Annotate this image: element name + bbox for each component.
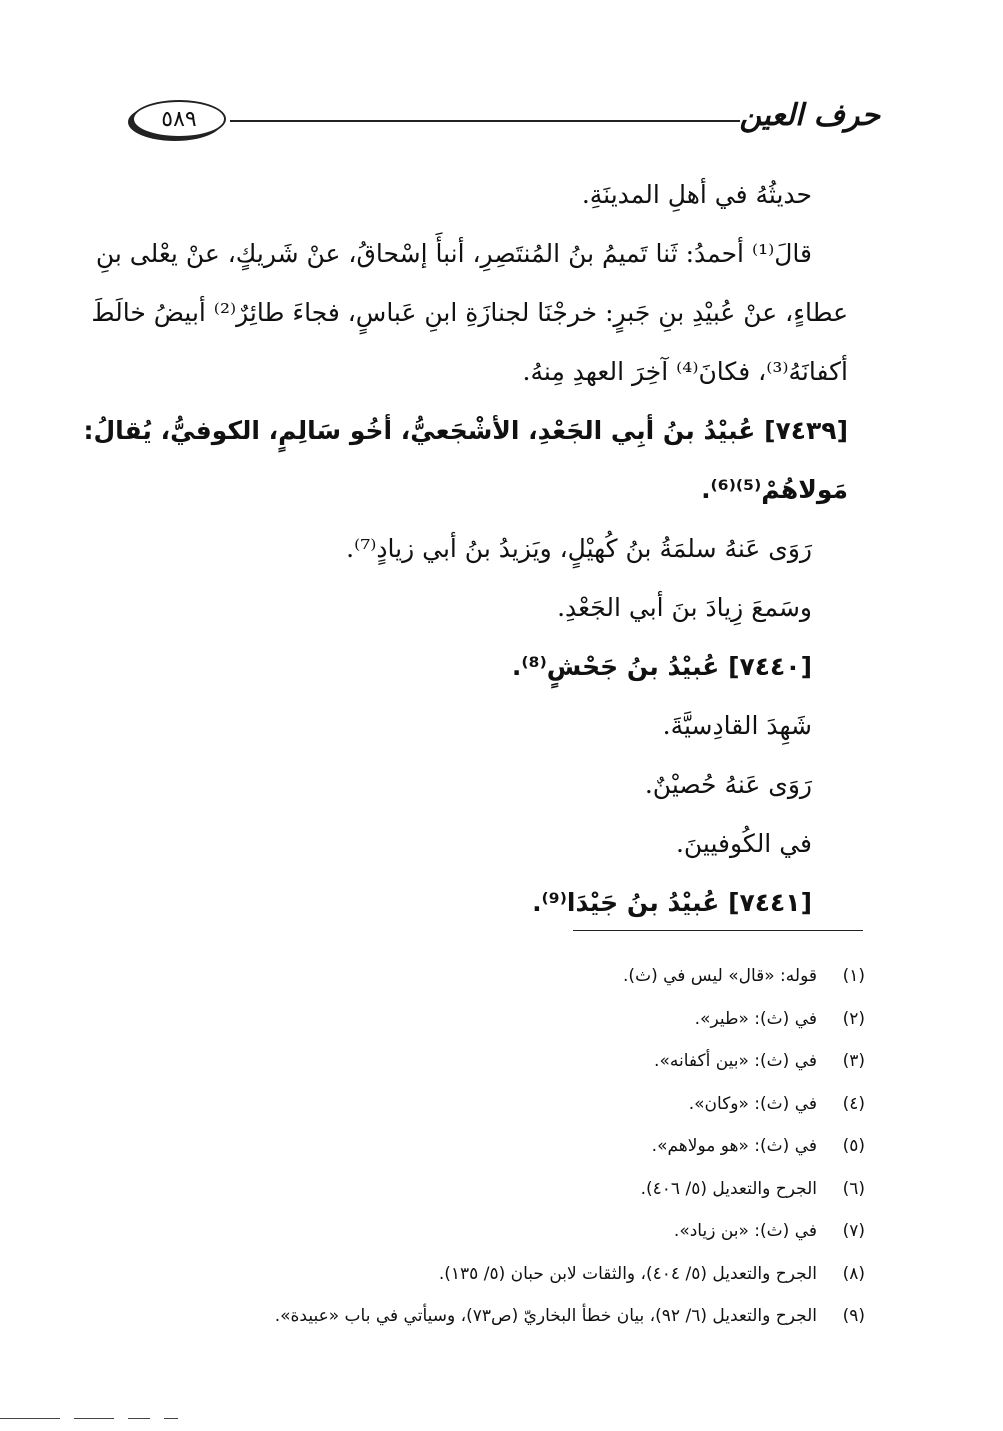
edge-mark: [74, 1418, 114, 1419]
footnote-text: في (ث): «هو مولاهم».: [651, 1136, 817, 1156]
footnote-text: في (ث): «بين أكفانه».: [654, 1051, 817, 1071]
footnote: [130, 1253, 865, 1296]
footnote-text: في (ث): «بن زياد».: [673, 1221, 817, 1241]
footnote-number: (٦): [842, 1178, 865, 1199]
main-text: [83, 165, 848, 932]
text-line: رَوَى عَنهُ سلمَةُ بنُ كُهيْلٍ، ويَزيدُ بنُ أبي زيادٍ⁽⁷⁾.: [346, 534, 812, 563]
footnote: [130, 1295, 865, 1338]
entry-heading-7440: [٧٤٤٠] عُبيْدُ بنُ جَحْشٍ⁽⁸⁾.: [511, 652, 812, 681]
footnote-text: الجرح والتعديل (٦/ ٩٢)، بيان خطأ البخاريّ (ص٧٣)، وسيأتي في باب «عبيدة».: [274, 1306, 817, 1326]
footnote-text: الجرح والتعديل (٥/ ٤٠٦).: [640, 1178, 817, 1199]
text-line: عطاءٍ، عنْ عُبيْدِ بنِ جَبرٍ: خرجْنَا لجنازَةِ ابنِ عَباسٍ، فجاءَ طائِرٌ⁽²⁾ أبيضُ خالَطَ: [91, 298, 848, 327]
footnote: [130, 1210, 865, 1253]
page-header: [120, 92, 880, 152]
footnote: [130, 998, 865, 1041]
entry-heading-7441: [٧٤٤١] عُبيْدُ بنُ جَيْدَا⁽⁹⁾.: [532, 888, 812, 917]
footnote-number: (٧): [842, 1221, 865, 1241]
footnote-text: الجرح والتعديل (٥/ ٤٠٤)، والثقات لابن حبان (٥/ ١٣٥).: [438, 1263, 817, 1284]
text-line: حديثُهُ في أهلِ المدينَةِ.: [581, 180, 812, 209]
footnote-separator: [573, 930, 863, 931]
scan-edge-marks: [0, 1418, 200, 1420]
footnote-number: (١): [842, 966, 865, 986]
entry-heading-7439-cont: مَولاهُمْ⁽⁵⁾⁽⁶⁾.: [701, 475, 848, 504]
footnote-number: (٤): [842, 1093, 865, 1114]
footnote-text: قوله: «قال» ليس في (ث).: [623, 966, 817, 986]
footnote-text: في (ث): «وكان».: [688, 1093, 817, 1114]
footnote-number: (٩): [842, 1306, 865, 1326]
footnote-number: (٣): [842, 1051, 865, 1071]
chapter-title: حرف العين: [739, 98, 880, 133]
text-line: شَهِدَ القادِسيَّةَ.: [662, 711, 812, 740]
footnotes: [130, 955, 865, 1338]
footnote: [130, 955, 865, 998]
header-rule: [230, 120, 740, 122]
edge-mark: [164, 1418, 178, 1419]
text-line: أكفانَهُ⁽³⁾، فكانَ⁽⁴⁾ آخِرَ العهدِ مِنهُ.: [522, 357, 848, 386]
footnote-number: (٥): [842, 1136, 865, 1156]
text-line: وسَمعَ زِيادَ بنَ أبي الجَعْدِ.: [557, 593, 812, 622]
footnote: [130, 1125, 865, 1168]
page-number: ٥٨٩: [132, 100, 226, 138]
text-line: رَوَى عَنهُ حُصيْنٌ.: [644, 770, 812, 799]
entry-heading-7439: [٧٤٣٩] عُبيْدُ بنُ أبِي الجَعْدِ، الأشْجَعيُّ، أخُو سَالِمٍ، الكوفيُّ، يُقالُ:: [83, 416, 848, 445]
edge-mark: [0, 1418, 60, 1419]
text-line: في الكُوفيينَ.: [675, 829, 812, 858]
text-line: قالَ⁽¹⁾ أحمدُ: ثَنا تَميمُ بنُ المُنتَصِرِ، أنبأَ إسْحاقُ، عنْ شَريكٍ، عنْ يعْلى بنِ: [95, 239, 812, 268]
footnote-text: في (ث): «طير».: [694, 1008, 817, 1029]
footnote: [130, 1168, 865, 1211]
footnote-number: (٨): [842, 1263, 865, 1284]
footnote: [130, 1083, 865, 1126]
footnote: [130, 1040, 865, 1083]
edge-mark: [128, 1418, 150, 1419]
footnote-number: (٢): [842, 1008, 865, 1029]
